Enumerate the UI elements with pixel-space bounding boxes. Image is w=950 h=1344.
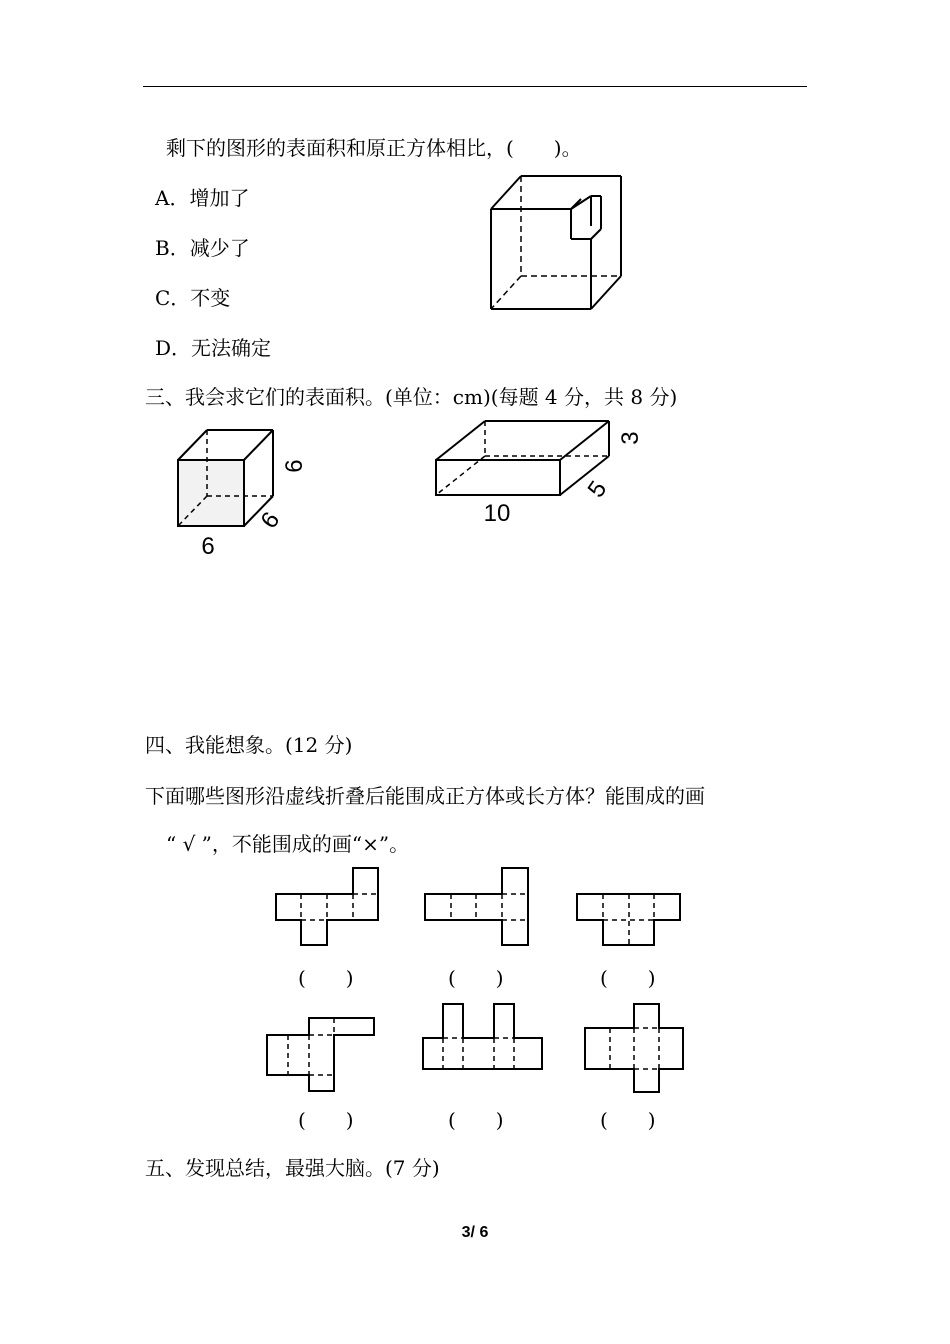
cuboid-figure [430,415,645,530]
answer-blank-5[interactable]: ( ) [448,1108,504,1132]
net-4 [260,1012,380,1097]
cube-with-notch-figure [480,168,630,318]
net-2 [420,862,535,952]
option-b: B．减少了 [155,236,250,260]
option-a: A．增加了 [155,186,250,210]
section3-title: 三、我会求它们的表面积。(单位：cm)(每题 4 分，共 8 分) [145,385,678,409]
cuboid-width-label: 5 [582,476,613,503]
page-number: 3/ 6 [461,1224,489,1241]
section4-question-line1: 下面哪些图形沿虚线折叠后能围成正方体或长方体？能围成的画 [145,784,705,808]
q2-stem: 剩下的图形的表面积和原正方体相比，( )。 [166,136,582,160]
net-6 [578,998,688,1096]
answer-blank-2[interactable]: ( ) [448,966,504,990]
section4-title: 四、我能想象。(12 分) [145,733,353,757]
cube-bottom-label: 6 [201,533,215,560]
answer-blank-4[interactable]: ( ) [298,1108,354,1132]
cube-depth-label: 6 [255,507,286,534]
section4-question-line2: “ √ ”，不能围成的画“×”。 [166,832,410,856]
header-rule [143,86,807,87]
cuboid-height-label: 3 [617,431,644,445]
net-5 [418,998,548,1074]
option-c: C．不变 [155,286,231,310]
option-d: D．无法确定 [155,336,272,360]
section5-title: 五、发现总结，最强大脑。(7 分) [145,1156,440,1180]
answer-blank-6[interactable]: ( ) [600,1108,656,1132]
answer-blank-3[interactable]: ( ) [600,966,656,990]
cube-figure [170,420,310,560]
cuboid-length-label: 10 [483,500,511,527]
net-1 [270,862,385,952]
answer-blank-1[interactable]: ( ) [298,966,354,990]
net-3 [570,888,685,950]
cube-height-label: 6 [281,459,308,473]
